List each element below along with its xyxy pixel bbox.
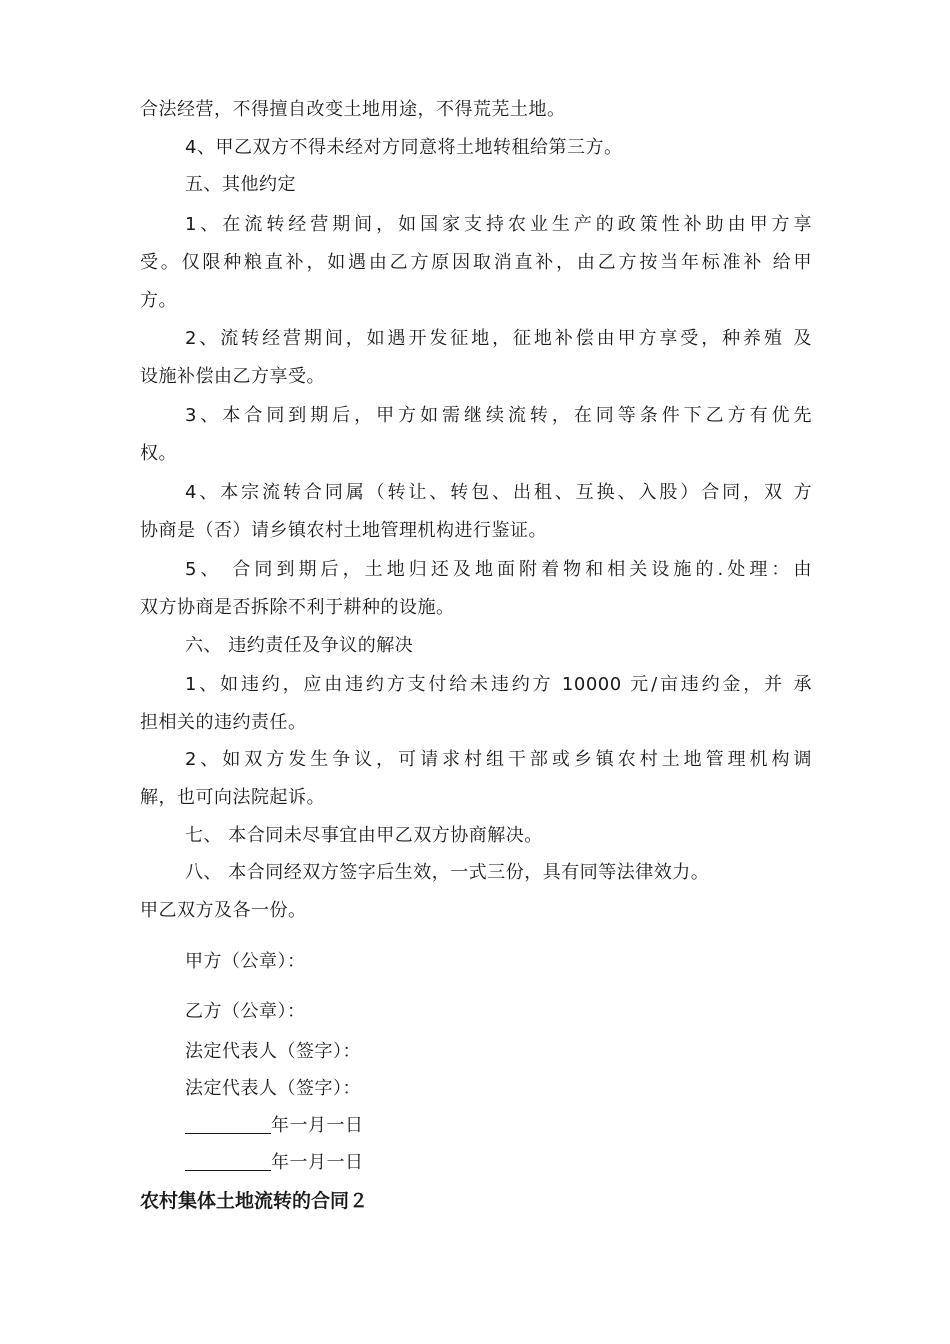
paragraph-line: 4、本宗流转合同属（转让、转包、出租、互换、入股）合同，双 方 (185, 482, 812, 503)
paragraph-line: 2、流转经营期间，如遇开发征地，征地补偿由甲方享受，种养殖 及 (185, 328, 812, 349)
date-line (185, 1114, 364, 1138)
date-line (185, 1151, 364, 1175)
date-blank (185, 1115, 271, 1134)
date-blank (185, 1152, 271, 1171)
paragraph-line: 担相关的违约责任。 (140, 712, 307, 733)
paragraph-line: 1、如违约，应由违约方支付给未违约方 10000 元/亩违约金，并 承 (185, 674, 812, 695)
paragraph-line: 2、如双方发生争议，可请求村组干部或乡镇农村土地管理机构调 (185, 749, 812, 770)
party-b-seal-label: 乙方（公章）： (185, 1001, 306, 1022)
paragraph-line: 4、甲乙双方不得未经对方同意将土地转租给第三方。 (185, 137, 623, 158)
paragraph-line: 权。 (140, 443, 177, 464)
paragraph-line: 合法经营，不得擅自改变土地用途，不得荒芜土地。 (140, 99, 566, 120)
section-heading: 六、 违约责任及争议的解决 (185, 635, 414, 656)
paragraph-line: 方。 (140, 290, 177, 311)
paragraph-line: 3、本合同到期后，甲方如需继续流转，在同等条件下乙方有优先 (185, 405, 812, 426)
section-heading: 七、 本合同未尽事宜由甲乙双方协商解决。 (185, 825, 543, 846)
paragraph-line: 5、 合同到期后，土地归还及地面附着物和相关设施的.处理：由 (185, 559, 812, 580)
section-heading: 八、 本合同经双方签字后生效，一式三份，具有同等法律效力。 (185, 862, 710, 883)
representative-signature-label: 法定代表人（签字）： (185, 1041, 361, 1062)
paragraph-line: 受。仅限种粮直补，如遇由乙方原因取消直补，由乙方按当年标准补 给甲 (140, 252, 812, 273)
paragraph-line: 协商是（否）请乡镇农村土地管理机构进行鉴证。 (140, 520, 547, 541)
next-section-title: 农村集体土地流转的合同２ (140, 1190, 369, 1212)
section-heading: 五、其他约定 (185, 174, 296, 195)
representative-signature-label: 法定代表人（签字）： (185, 1078, 361, 1099)
paragraph-line: 甲乙双方及各一份。 (140, 900, 307, 921)
paragraph-line: 设施补偿由乙方享受。 (140, 366, 325, 387)
paragraph-line: 解，也可向法院起诉。 (140, 787, 325, 808)
date-text: 年一月一日 (271, 1152, 364, 1173)
paragraph-line: 1、在流转经营期间，如国家支持农业生产的政策性补助由甲方享 (185, 214, 812, 235)
party-a-seal-label: 甲方（公章）： (185, 951, 306, 972)
date-text: 年一月一日 (271, 1115, 364, 1136)
paragraph-line: 双方协商是否拆除不利于耕种的设施。 (140, 597, 455, 618)
